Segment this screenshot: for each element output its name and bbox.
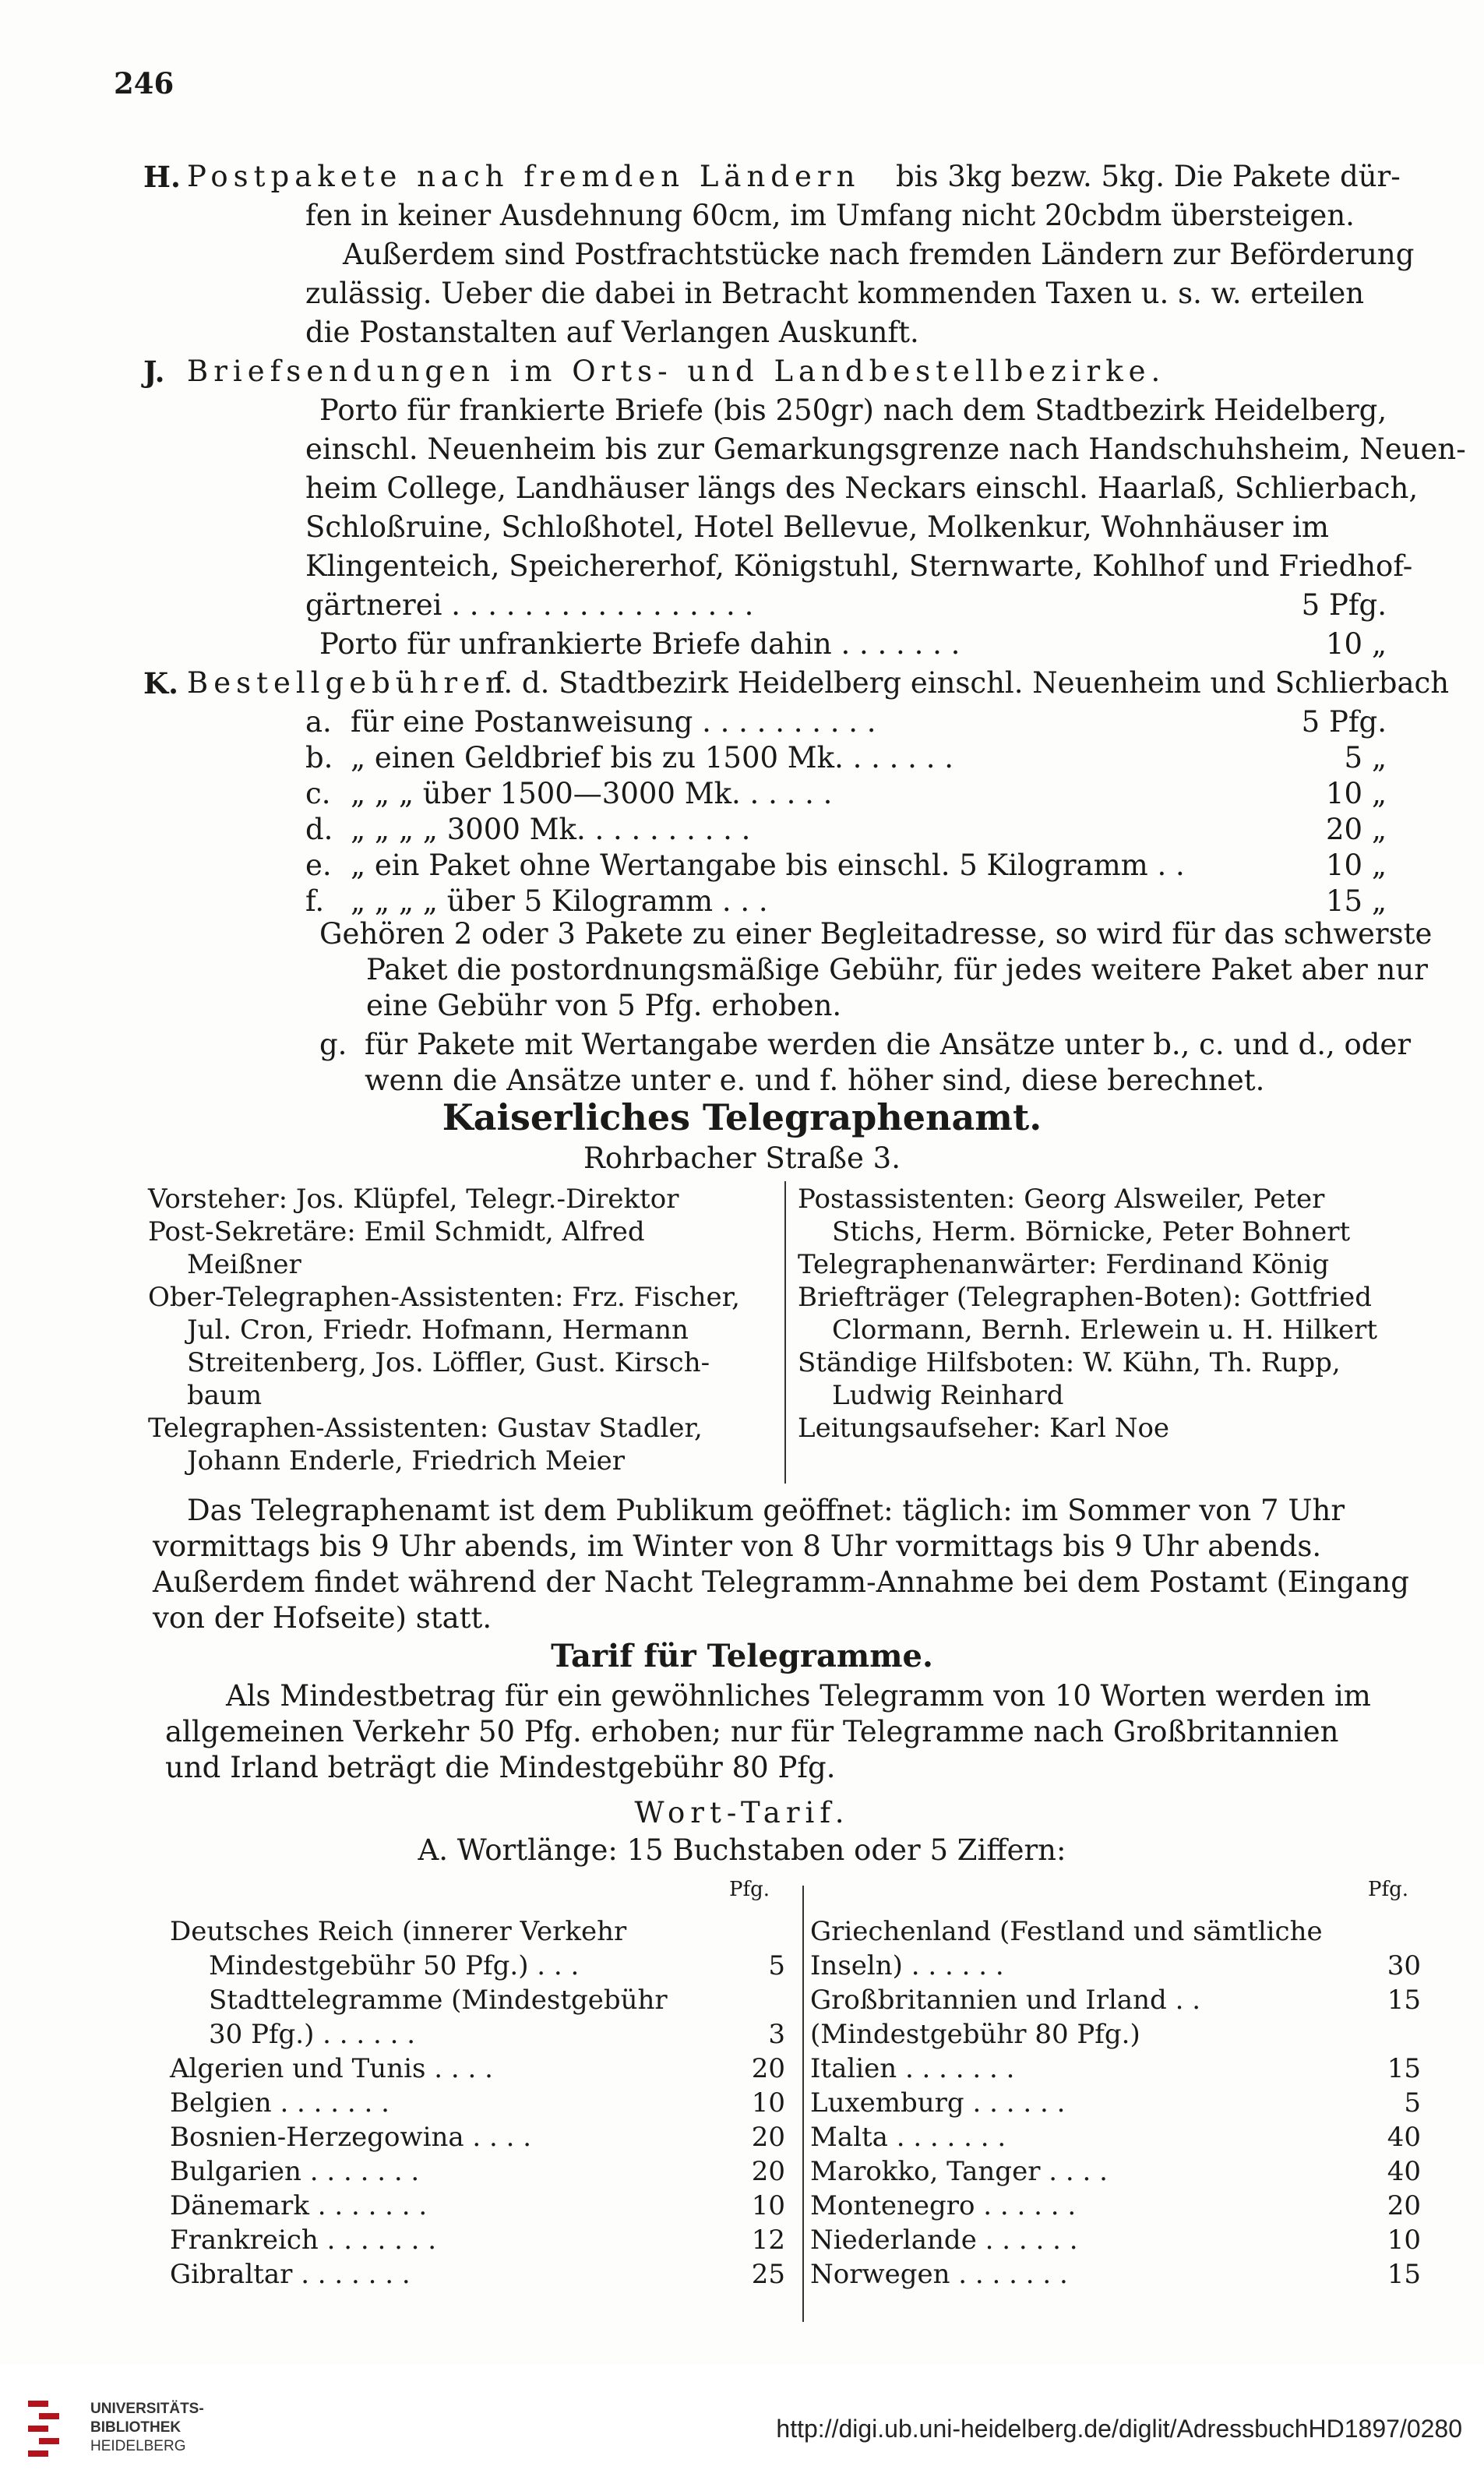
telegraph-title: Kaiserliches Telegraphenamt.: [442, 1096, 1042, 1138]
section-h-line: Außerdem sind Postfrachtstücke nach fremden Ländern zur Beförderung: [343, 238, 1415, 271]
tariff-left-price: 20: [751, 2122, 785, 2153]
tariff-left-name: 30 Pfg.) . . . . . .: [209, 2019, 416, 2050]
section-j-line: Klingenteich, Speichererhof, Königstuhl, Sternwarte, Kohlhof und Friedhof-: [305, 549, 1413, 583]
section-k-heading-rest: f. d. Stadtbezirk Heidelberg einschl. Neuenheim und Schlierbach: [494, 666, 1450, 700]
fee-item-amount: 5 „: [1344, 741, 1387, 774]
tariff-right-name: Italien . . . . . . .: [810, 2053, 1015, 2084]
tariff-intro-line: und Irland beträgt die Mindestgebühr 80 Pfg.: [165, 1751, 836, 1784]
staff-right-line: Postassistenten: Georg Alsweiler, Peter: [798, 1184, 1325, 1215]
tariff-right-name: Marokko, Tanger . . . .: [810, 2156, 1108, 2187]
tariff-right-price: 15: [1387, 2259, 1421, 2290]
tariff-right-name: Inseln) . . . . . .: [810, 1950, 1004, 1981]
staff-left-line: baum: [187, 1380, 263, 1411]
section-j-heading: Briefsendungen im Orts- und Landbestellbezirke.: [187, 355, 1166, 388]
tariff-left-price: 25: [751, 2259, 785, 2290]
tariff-column-divider: [802, 1886, 804, 2322]
section-h-line: fen in keiner Ausdehnung 60cm, im Umfang nicht 20cbdm übersteigen.: [305, 199, 1355, 232]
section-h-label: H.: [143, 160, 181, 194]
section-k-label: K.: [143, 666, 179, 700]
section-k-note: eine Gebühr von 5 Pfg. erhoben.: [366, 989, 842, 1022]
staff-column-divider: [784, 1181, 786, 1484]
telegraph-hours-line: von der Hofseite) statt.: [153, 1601, 492, 1635]
tariff-right-name: Malta . . . . . . .: [810, 2122, 1006, 2153]
section-j-rate-text: gärtnerei . . . . . . . . . . . . . . . . .: [305, 588, 754, 622]
tariff-left-name: Algerien und Tunis . . . .: [170, 2053, 493, 2084]
section-j-line: Schloßruine, Schloßhotel, Hotel Bellevue, Molkenkur, Wohnhäuser im: [305, 510, 1329, 544]
staff-left-line: Telegraphen-Assistenten: Gustav Stadler,: [148, 1413, 703, 1444]
fee-item-amount: 15 „: [1325, 884, 1387, 918]
tariff-left-name: Belgien . . . . . . .: [170, 2087, 390, 2119]
tariff-left-name: Deutsches Reich (innerer Verkehr: [170, 1916, 627, 1947]
tariff-left-name: Bulgarien . . . . . . .: [170, 2156, 420, 2187]
fee-item-text: für eine Postanweisung . . . . . . . . . .: [351, 705, 876, 739]
section-k-note: Paket die postordnungsmäßige Gebühr, für jedes weitere Paket aber nur: [366, 953, 1428, 986]
logo-text-line: BIBLIOTHEK: [90, 2419, 182, 2436]
tariff-left-name: Dänemark . . . . . . .: [170, 2190, 428, 2221]
tariff-left-price: 12: [751, 2225, 785, 2256]
tariff-left-name: Stadttelegramme (Mindestgebühr: [209, 1985, 668, 2016]
tariff-intro-line: allgemeinen Verkehr 50 Pfg. erhoben; nur für Telegramme nach Großbritannien: [165, 1715, 1339, 1748]
fee-item-amount: 10 „: [1325, 777, 1387, 810]
fee-item-amount: 10 „: [1325, 849, 1387, 882]
tariff-intro-line: Als Mindestbetrag für ein gewöhnliches Telegramm von 10 Worten werden im: [226, 1679, 1371, 1713]
staff-right-line: Telegraphenanwärter: Ferdinand König: [798, 1249, 1330, 1280]
fee-item-text: „ „ „ „ 3000 Mk. . . . . . . . . .: [351, 813, 751, 846]
staff-left-line: Post-Sekretäre: Emil Schmidt, Alfred: [148, 1216, 645, 1247]
section-k-note: Gehören 2 oder 3 Pakete zu einer Begleitadresse, so wird für das schwerste: [319, 917, 1433, 951]
section-j-rate-amount: 10 „: [1325, 627, 1387, 661]
section-k-g-line: für Pakete mit Wertangabe werden die Ansätze unter b., c. und d., oder: [365, 1028, 1412, 1061]
staff-right-line: Clormann, Bernh. Erlewein u. H. Hilkert: [832, 1314, 1377, 1346]
tariff-left-name: Bosnien-Herzegowina . . . .: [170, 2122, 532, 2153]
staff-left-line: Streitenberg, Jos. Löffler, Gust. Kirsch-: [187, 1347, 710, 1378]
tariff-right-price: 5: [1404, 2087, 1421, 2119]
staff-right-line: Stichs, Herm. Börnicke, Peter Bohnert: [832, 1216, 1351, 1247]
fee-item-letter: d.: [305, 813, 333, 846]
staff-right-line: Ständige Hilfsboten: W. Kühn, Th. Rupp,: [798, 1347, 1341, 1378]
section-k-heading: Bestellgebühren: [187, 666, 509, 700]
fee-item-letter: a.: [305, 705, 332, 739]
staff-left-line: Vorsteher: Jos. Klüpfel, Telegr.-Direktor: [148, 1184, 679, 1215]
section-h-line: bis 3kg bezw. 5kg. Die Pakete dür-: [896, 160, 1401, 193]
tariff-right-price: 15: [1387, 2053, 1421, 2084]
tariff-right-name: Norwegen . . . . . . .: [810, 2259, 1068, 2290]
tariff-left-price: 10: [751, 2087, 785, 2119]
tariff-right-price: 40: [1387, 2122, 1421, 2153]
fee-item-text: „ „ „ „ über 5 Kilogramm . . .: [351, 884, 768, 918]
staff-left-line: Ober-Telegraphen-Assistenten: Frz. Fischer,: [148, 1282, 740, 1313]
tariff-right-name: (Mindestgebühr 80 Pfg.): [810, 2019, 1140, 2050]
fee-item-text: „ ein Paket ohne Wertangabe bis einschl. 5 Kilogramm . .: [351, 849, 1185, 882]
fee-item-amount: 5 Pfg.: [1301, 705, 1387, 739]
fee-item-letter: c.: [305, 777, 331, 810]
library-logo-icon: [22, 2396, 84, 2458]
section-j-line: heim College, Landhäuser längs des Neckars einschl. Haarlaß, Schlierbach,: [305, 471, 1419, 505]
staff-right-line: Ludwig Reinhard: [832, 1380, 1064, 1411]
tariff-right-name: Griechenland (Festland und sämtliche: [810, 1916, 1323, 1947]
fee-item-letter: e.: [305, 849, 332, 882]
tariff-left-price: 3: [768, 2019, 785, 2050]
staff-right-line: Leitungsaufseher: Karl Noe: [798, 1413, 1170, 1444]
tariff-right-price: 10: [1387, 2225, 1421, 2256]
section-j-line: Porto für frankierte Briefe (bis 250gr) nach dem Stadtbezirk Heidelberg,: [319, 393, 1387, 427]
section-h-heading: Postpakete nach fremden Ländern: [187, 160, 861, 193]
tariff-unit-left: Pfg.: [729, 1878, 770, 1901]
section-h-line: zulässig. Ueber die dabei in Betracht kommenden Taxen u. s. w. erteilen: [305, 277, 1365, 310]
word-tariff-title: Wort-Tarif.: [634, 1796, 850, 1829]
logo-text-line: UNIVERSITÄTS-: [90, 2401, 204, 2417]
tariff-title: Tarif für Telegramme.: [551, 1638, 933, 1674]
section-j-rate-text: Porto für unfrankierte Briefe dahin . . . . . . .: [319, 627, 961, 661]
fee-item-amount: 20 „: [1325, 813, 1387, 846]
section-j-rate-amount: 5 Pfg.: [1301, 588, 1387, 622]
staff-left-line: Johann Enderle, Friedrich Meier: [187, 1445, 625, 1477]
tariff-subtitle: A. Wortlänge: 15 Buchstaben oder 5 Ziffern:: [418, 1833, 1066, 1867]
page-number: 246: [114, 66, 174, 101]
tariff-left-price: 10: [751, 2190, 785, 2221]
tariff-unit-right: Pfg.: [1368, 1878, 1409, 1901]
tariff-right-name: Luxemburg . . . . . .: [810, 2087, 1066, 2119]
section-j-line: einschl. Neuenheim bis zur Gemarkungsgrenze nach Handschuhsheim, Neuen-: [305, 432, 1466, 466]
fee-item-text: „ einen Geldbrief bis zu 1500 Mk. . . . . . .: [351, 741, 953, 774]
section-k-g-letter: g.: [319, 1028, 347, 1061]
tariff-left-name: Mindestgebühr 50 Pfg.) . . .: [209, 1950, 580, 1981]
staff-right-line: Briefträger (Telegraphen-Boten): Gottfried: [798, 1282, 1373, 1313]
tariff-right-name: Niederlande . . . . . .: [810, 2225, 1078, 2256]
tariff-right-name: Montenegro . . . . . .: [810, 2190, 1077, 2221]
telegraph-hours-line: Außerdem findet während der Nacht Telegramm-Annahme bei dem Postamt (Eingang: [153, 1565, 1409, 1599]
fee-item-letter: b.: [305, 741, 333, 774]
source-url-link[interactable]: http://digi.ub.uni-heidelberg.de/diglit/AdressbuchHD1897/0280: [776, 2415, 1462, 2443]
fee-item-text: „ „ „ über 1500—3000 Mk. . . . . .: [351, 777, 833, 810]
telegraph-address: Rohrbacher Straße 3.: [583, 1141, 901, 1175]
tariff-left-name: Gibraltar . . . . . . .: [170, 2259, 411, 2290]
staff-left-line: Meißner: [187, 1249, 301, 1280]
telegraph-hours-line: Das Telegraphenamt ist dem Publikum geöffnet: täglich: im Sommer von 7 Uhr: [187, 1494, 1345, 1527]
section-k-g-line: wenn die Ansätze unter e. und f. höher sind, diese berechnet.: [365, 1064, 1265, 1097]
tariff-left-price: 20: [751, 2053, 785, 2084]
tariff-left-price: 20: [751, 2156, 785, 2187]
section-j-label: J.: [143, 355, 165, 389]
fee-item-letter: f.: [305, 884, 325, 918]
tariff-left-price: 5: [768, 1950, 785, 1981]
tariff-right-name: Großbritannien und Irland . .: [810, 1985, 1201, 2016]
tariff-right-price: 30: [1387, 1950, 1421, 1981]
staff-left-line: Jul. Cron, Friedr. Hofmann, Hermann: [187, 1314, 689, 1346]
tariff-right-price: 40: [1387, 2156, 1421, 2187]
logo-text-line: HEIDELBERG: [90, 2438, 186, 2454]
telegraph-hours-line: vormittags bis 9 Uhr abends, im Winter von 8 Uhr vormittags bis 9 Uhr abends.: [153, 1530, 1322, 1563]
tariff-left-name: Frankreich . . . . . . .: [170, 2225, 437, 2256]
footer-bar: [0, 2365, 1484, 2491]
tariff-right-price: 20: [1387, 2190, 1421, 2221]
tariff-right-price: 15: [1387, 1985, 1421, 2016]
section-h-line: die Postanstalten auf Verlangen Auskunft.: [305, 316, 919, 349]
